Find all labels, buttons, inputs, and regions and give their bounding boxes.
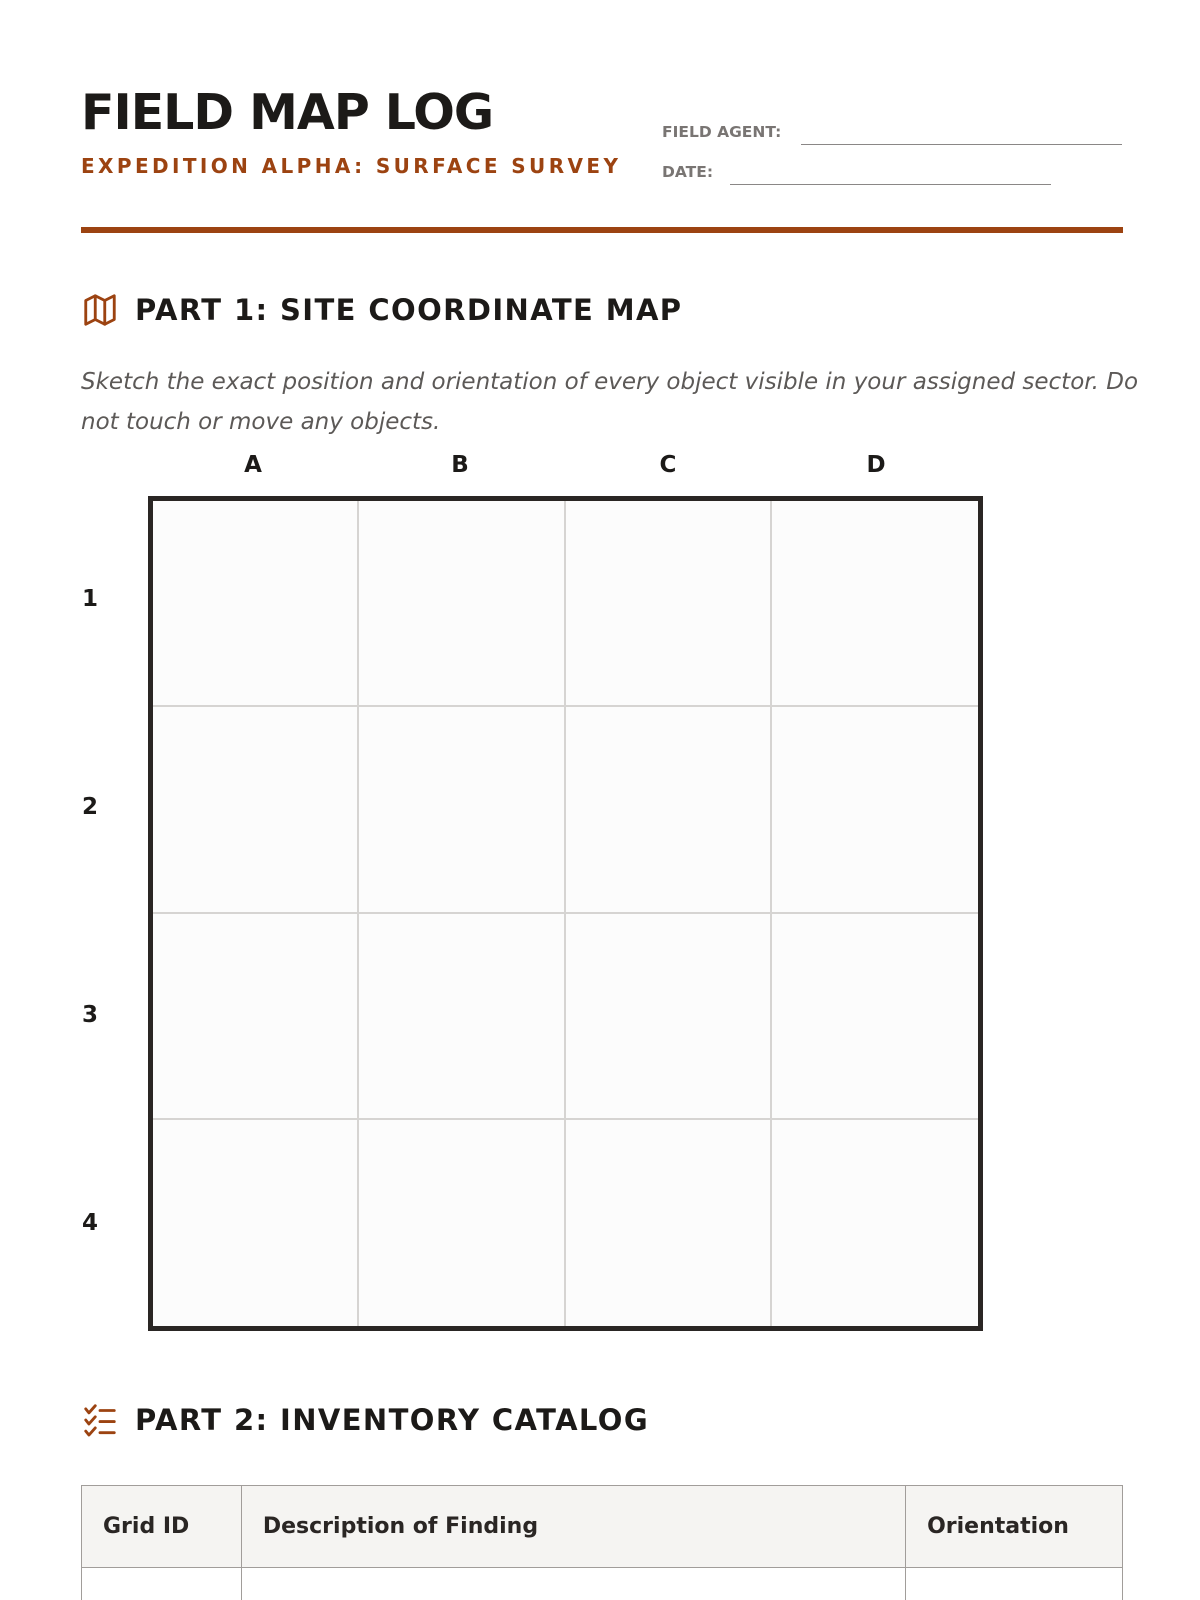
map-instructions: Sketch the exact position and orientation of every object visible in your assigned sector. Do not touch or move any objects.	[81, 369, 1139, 435]
map-cell-c4[interactable]	[566, 1120, 772, 1326]
part1-heading-text: PART 1: SITE COORDINATE MAP	[135, 293, 683, 327]
table-cell-grid-id[interactable]	[82, 1568, 242, 1600]
table-row	[82, 1568, 1123, 1600]
column-label-b: B	[451, 452, 469, 478]
map-cell-a3[interactable]	[153, 914, 359, 1120]
map-cell-a1[interactable]	[153, 501, 359, 707]
row-label-4: 4	[81, 1210, 98, 1236]
map-cell-b1[interactable]	[359, 501, 565, 707]
checklist-icon	[81, 1401, 119, 1439]
column-label-a: A	[244, 452, 262, 478]
row-label-2: 2	[81, 794, 98, 820]
column-label-d: D	[866, 452, 886, 478]
map-cell-d4[interactable]	[772, 1120, 978, 1326]
page-title: FIELD MAP LOG	[81, 84, 494, 141]
part2-heading	[81, 1400, 649, 1440]
date-field[interactable]	[662, 161, 1052, 185]
date-label: DATE:	[662, 163, 714, 181]
map-icon	[81, 291, 119, 329]
table-cell-description[interactable]	[241, 1568, 905, 1600]
map-cell-b3[interactable]	[359, 914, 565, 1120]
site-coordinate-map-grid[interactable]	[148, 496, 983, 1331]
column-header-description: Description of Finding	[241, 1486, 905, 1568]
map-cell-c2[interactable]	[566, 707, 772, 913]
table-cell-orientation[interactable]	[906, 1568, 1123, 1600]
map-cell-c3[interactable]	[566, 914, 772, 1120]
map-cell-a4[interactable]	[153, 1120, 359, 1326]
part1-heading	[81, 290, 682, 330]
date-input-line[interactable]	[730, 184, 1051, 185]
column-label-c: C	[659, 452, 677, 478]
part2-heading-text: PART 2: INVENTORY CATALOG	[135, 1403, 650, 1437]
map-cell-c1[interactable]	[566, 501, 772, 707]
map-cell-d3[interactable]	[772, 914, 978, 1120]
map-cell-b2[interactable]	[359, 707, 565, 913]
field-agent-input-line[interactable]	[801, 144, 1122, 145]
row-label-3: 3	[81, 1002, 98, 1028]
map-cell-d2[interactable]	[772, 707, 978, 913]
row-label-1: 1	[81, 586, 98, 612]
map-cell-a2[interactable]	[153, 707, 359, 913]
field-agent-label: FIELD AGENT:	[662, 123, 782, 141]
map-cell-b4[interactable]	[359, 1120, 565, 1326]
header-divider	[81, 227, 1123, 233]
column-header-grid-id: Grid ID	[82, 1486, 242, 1568]
column-header-orientation: Orientation	[906, 1486, 1123, 1568]
inventory-catalog-table	[81, 1485, 1123, 1600]
page-subtitle: EXPEDITION ALPHA: SURFACE SURVEY	[81, 154, 622, 178]
table-header-row	[82, 1486, 1123, 1568]
map-cell-d1[interactable]	[772, 501, 978, 707]
field-agent-field[interactable]	[662, 121, 1122, 145]
